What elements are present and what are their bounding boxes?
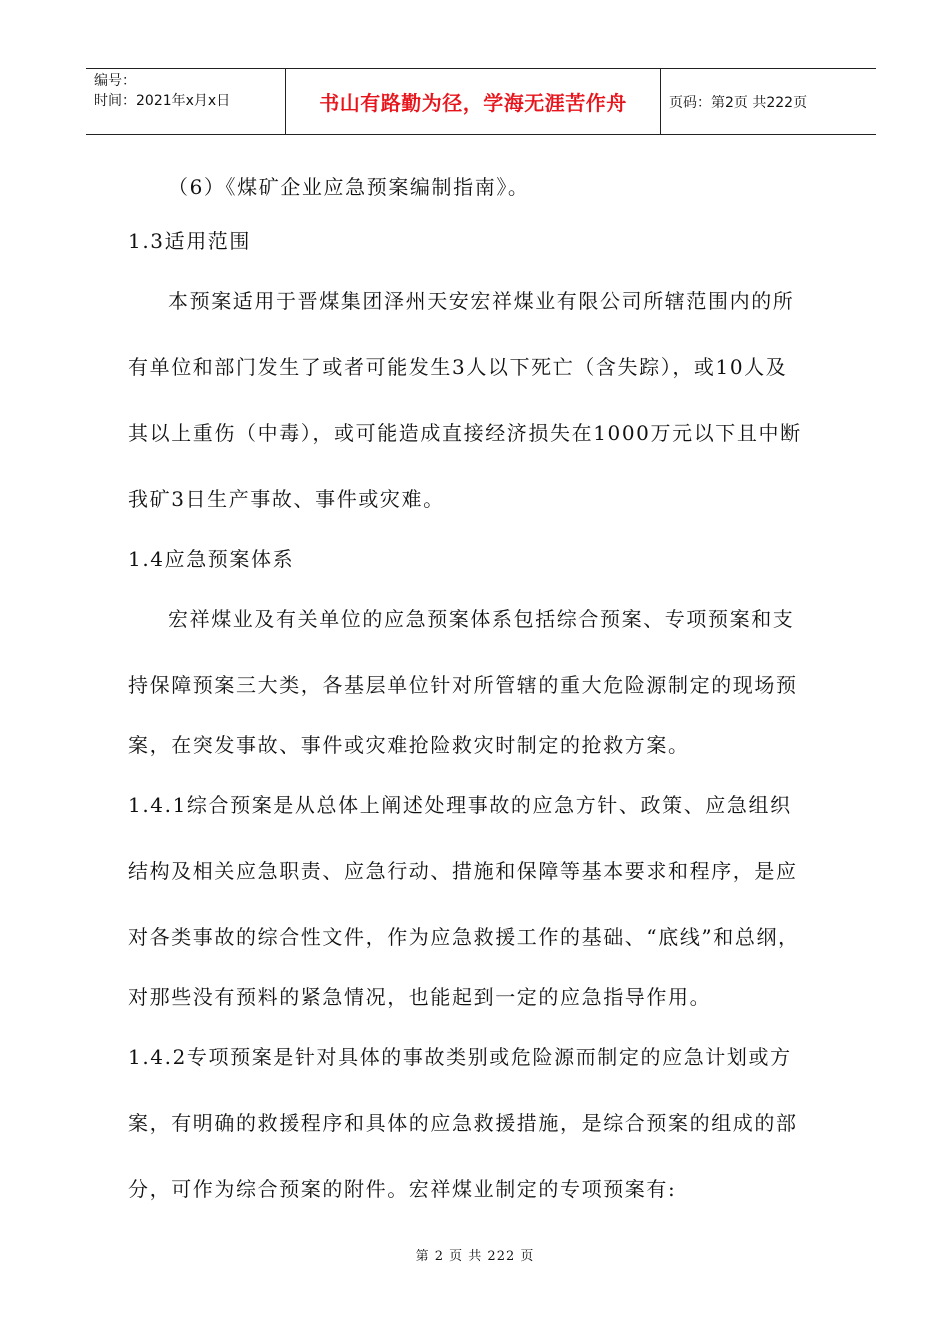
paragraph-line: 对那些没有预料的紧急情况，也能起到一定的应急指导作用。 xyxy=(128,985,712,1009)
paragraph-line: 1.4.2专项预案是针对具体的事故类别或危险源而制定的应急计划或方 xyxy=(128,1045,792,1069)
header-motto: 书山有路勤为径，学海无涯苦作舟 xyxy=(286,69,661,134)
paragraph-line: 对各类事故的综合性文件，作为应急救援工作的基础、“底线”和总纲， xyxy=(128,925,800,949)
header-meta xyxy=(86,69,286,134)
paragraph-line: 1.4.1综合预案是从总体上阐述处理事故的应急方针、政策、应急组织 xyxy=(128,793,792,817)
paragraph-line: 宏祥煤业及有关单位的应急预案体系包括综合预案、专项预案和支 xyxy=(168,607,795,631)
reference-item-6: （6）《煤矿企业应急预案编制指南》。 xyxy=(168,175,530,199)
document-number-label: 编号： xyxy=(94,73,136,89)
page-header xyxy=(86,68,876,135)
paragraph-line: 有单位和部门发生了或者可能发生3人以下死亡（含失踪），或10人及 xyxy=(128,355,788,379)
section-heading-1-4: 1.4应急预案体系 xyxy=(128,547,295,571)
paragraph-line: 分，可作为综合预案的附件。宏祥煤业制定的专项预案有: xyxy=(128,1177,677,1201)
document-body xyxy=(128,160,848,1222)
document-time-label: 时间：2021年x月x日 xyxy=(94,93,231,109)
paragraph-line: 我矿3日生产事故、事件或灾难。 xyxy=(128,487,445,511)
paragraph-line: 持保障预案三大类，各基层单位针对所管辖的重大危险源制定的现场预 xyxy=(128,673,798,697)
paragraph-line: 案，有明确的救援程序和具体的应急救援措施，是综合预案的组成的部 xyxy=(128,1111,798,1135)
paragraph-line: 结构及相关应急职责、应急行动、措施和保障等基本要求和程序，是应 xyxy=(128,859,798,883)
section-heading-1-3: 1.3适用范围 xyxy=(128,229,252,253)
paragraph-line: 其以上重伤（中毒），或可能造成直接经济损失在1000万元以下且中断 xyxy=(128,421,802,445)
header-page-label: 页码：第2页 共222页 xyxy=(669,94,808,111)
paragraph-line: 本预案适用于晋煤集团泽州天安宏祥煤业有限公司所辖范围内的所 xyxy=(168,289,795,313)
page-footer: 第 2 页 共 222 页 xyxy=(415,1249,535,1264)
paragraph-line: 案，在突发事故、事件或灾难抢险救灾时制定的抢救方案。 xyxy=(128,733,690,757)
